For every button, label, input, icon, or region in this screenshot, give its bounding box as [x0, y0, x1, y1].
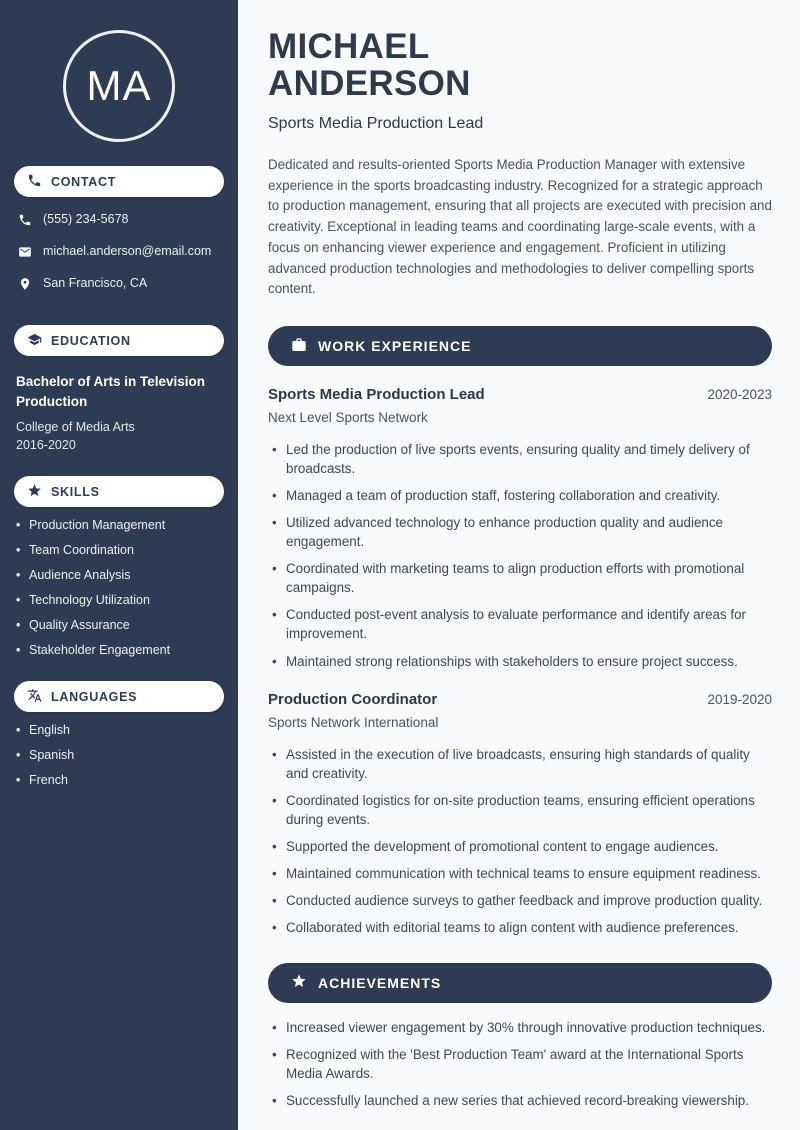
list-item: • Successfully launched a new series that achieved record-breaking viewership.	[272, 1091, 772, 1110]
job-title: Sports Media Production Lead	[268, 386, 485, 404]
list-item: • Managed a team of production staff, fostering collaboration and creativity.	[272, 486, 772, 505]
list-item: • French	[16, 773, 222, 787]
sidebar-section-title: SKILLS	[51, 484, 100, 499]
main-content	[238, 0, 800, 1130]
list-item: • Conducted audience surveys to gather feedback and improve production quality.	[272, 891, 772, 910]
list-item: • Recognized with the 'Best Production Team' award at the International Sports Media Awards.	[272, 1045, 772, 1083]
list-item: • Utilized advanced technology to enhance production quality and audience engagement.	[272, 513, 772, 551]
list-item: • Collaborated with editorial teams to align content with audience preferences.	[272, 918, 772, 937]
contact-phone	[14, 205, 224, 237]
sidebar-section-education	[14, 325, 224, 356]
list-item: • Conducted post-event analysis to evaluate performance and identify areas for improvement.	[272, 605, 772, 643]
sidebar-section-languages	[14, 681, 224, 712]
candidate-name	[268, 28, 772, 103]
phone-icon	[18, 212, 32, 230]
star-icon	[27, 483, 42, 501]
graduation-cap-icon	[27, 332, 42, 350]
education-school: College of Media Arts	[16, 420, 135, 435]
education-years: 2016-2020	[16, 438, 76, 453]
contact-location	[14, 269, 224, 301]
candidate-last-name: ANDERSON	[268, 64, 471, 104]
sidebar-section-contact	[14, 166, 224, 197]
skills-list	[14, 518, 224, 657]
job-company: Next Level Sports Network	[268, 410, 428, 426]
list-item: • Audience Analysis	[16, 568, 222, 582]
list-item: • Assisted in the execution of live broadcasts, ensuring high standards of quality and creativity.	[272, 745, 772, 783]
avatar	[63, 30, 175, 142]
list-item: • Stakeholder Engagement	[16, 643, 222, 657]
section-title: WORK EXPERIENCE	[318, 338, 472, 355]
job-header	[268, 386, 772, 403]
contact-email	[14, 237, 224, 269]
list-item: • Production Management	[16, 518, 222, 532]
list-item: • Led the production of live sports events, ensuring quality and timely delivery of broadcasts.	[272, 440, 772, 478]
email-icon	[18, 244, 32, 262]
education-degree: Bachelor of Arts in Television Production	[16, 374, 206, 409]
list-item: • Technology Utilization	[16, 593, 222, 607]
languages-list	[14, 723, 224, 787]
avatar-initials: MA	[86, 62, 152, 109]
job-dates: 2020-2023	[707, 387, 772, 403]
sidebar-section-title: CONTACT	[51, 174, 117, 189]
list-item: • Supported the development of promotional content to engage audiences.	[272, 837, 772, 856]
list-item: • Coordinated with marketing teams to align production efforts with promotional campaigns.	[272, 559, 772, 597]
job-header	[268, 691, 772, 708]
translate-icon	[27, 688, 42, 706]
contact-location-text: San Francisco, CA	[43, 276, 148, 290]
star-icon	[291, 973, 307, 992]
section-header-work-experience	[268, 326, 772, 366]
job-entry	[268, 386, 772, 670]
job-title: Production Coordinator	[268, 690, 438, 708]
summary-paragraph: Dedicated and results-oriented Sports Media Production Manager with extensive experience in the sports broadcasting industry. Recognized for a strategic approach to production management, ensuring that all projects are executed with precision and creativity. Exceptional in leading teams and coordinating large-scale events, with a focus on enhancing viewer experience and engagement. Proficient in utilizing advanced production technologies and methodologies to deliver compelling sports content.	[268, 156, 772, 297]
contact-phone-text: (555) 234-5678	[43, 212, 129, 226]
job-bullet-list	[268, 745, 772, 937]
sidebar-section-title: EDUCATION	[51, 333, 131, 348]
achievements-list	[268, 1018, 772, 1110]
list-item: • Quality Assurance	[16, 618, 222, 632]
candidate-job-title: Sports Media Production Lead	[268, 114, 484, 132]
candidate-first-name: MICHAEL	[268, 27, 430, 66]
list-item: • Team Coordination	[16, 543, 222, 557]
phone-icon	[27, 173, 42, 191]
sidebar-section-title: LANGUAGES	[51, 689, 138, 704]
sidebar-section-skills	[14, 476, 224, 507]
briefcase-icon	[291, 337, 307, 356]
education-entry	[14, 364, 224, 452]
sidebar	[0, 0, 238, 1130]
list-item: • Spanish	[16, 748, 222, 762]
job-bullet-list	[268, 440, 772, 670]
section-title: ACHIEVEMENTS	[318, 974, 442, 991]
job-dates: 2019-2020	[707, 691, 772, 707]
section-header-achievements	[268, 963, 772, 1003]
job-entry	[268, 691, 772, 937]
list-item: • Maintained communication with technical teams to ensure equipment readiness.	[272, 864, 772, 883]
contact-email-text: michael.anderson@email.com	[43, 244, 212, 258]
list-item: • English	[16, 723, 222, 737]
job-company: Sports Network International	[268, 714, 439, 730]
list-item: • Coordinated logistics for on-site production teams, ensuring efficient operations during events.	[272, 791, 772, 829]
list-item: • Increased viewer engagement by 30% through innovative production techniques.	[272, 1018, 772, 1037]
location-icon	[18, 276, 32, 294]
list-item: • Maintained strong relationships with stakeholders to ensure project success.	[272, 652, 772, 671]
